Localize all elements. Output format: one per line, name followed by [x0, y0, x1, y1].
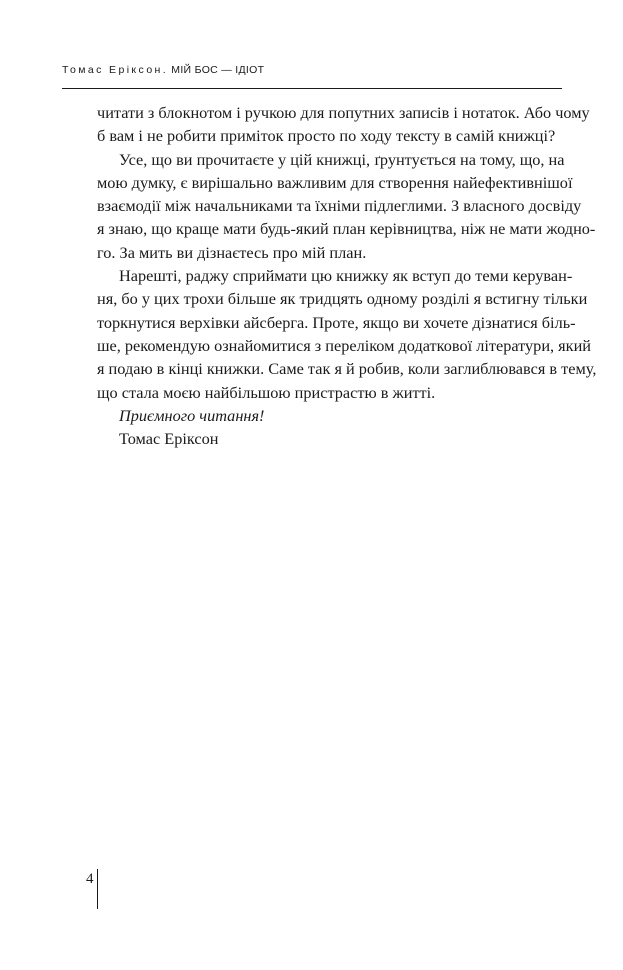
page-number: 4 [86, 871, 94, 887]
running-head-author: Томас Еріксон. [62, 64, 169, 76]
text-line: що стала моєю найбільшою пристрастю в житті. [97, 382, 436, 402]
body-text [97, 101, 597, 450]
text-line: ня, бо у цих трохи більше як тридцять одному розділі я встигну тільки [97, 289, 588, 309]
text-line: взаємодії між начальниками та їхніми підлеглими. З власного досвіду [97, 196, 582, 216]
text-line: ше, рекомендую ознайомитися з переліком додаткової літератури, який [97, 335, 591, 355]
paragraph-3 [97, 264, 597, 404]
header-rule [62, 88, 562, 89]
text-line: я знаю, що краще мати будь-який план керівництва, ніж не мати жодно- [97, 219, 596, 239]
paragraph-2 [97, 148, 596, 264]
text-line: я подаю в кінці книжки. Саме так я й робив, коли заглиблювався в тему, [97, 359, 597, 379]
text-line: Нарешті, раджу сприймати цю книжку як вступ до теми керуван- [119, 266, 573, 286]
text-line: торкнутися верхівки айсберга. Проте, якщо ви хочете дізнатися біль- [97, 312, 576, 332]
text-line: мою думку, є вирішально важливим для створення найефективнішої [97, 172, 573, 192]
text-line: Усе, що ви прочитаєте у цій книжці, ґрунтується на тому, що, на [119, 149, 565, 169]
signature: Томас Еріксон [119, 429, 219, 449]
running-head-title: МІЙ БОС — ІДІОТ [171, 64, 265, 76]
running-head [62, 64, 264, 76]
text-line: го. За мить ви дізнаєтесь про мій план. [97, 242, 367, 262]
text-line: читати з блокнотом і ручкою для попутних записів і нотаток. Або чому [97, 103, 590, 122]
closing-line: Приємного читання! [119, 405, 265, 425]
text-line: б вам і не робити приміток просто по ходу тексту в самій книжці? [97, 126, 556, 146]
page-number-rule [97, 869, 98, 909]
paragraph-1 [97, 101, 590, 148]
